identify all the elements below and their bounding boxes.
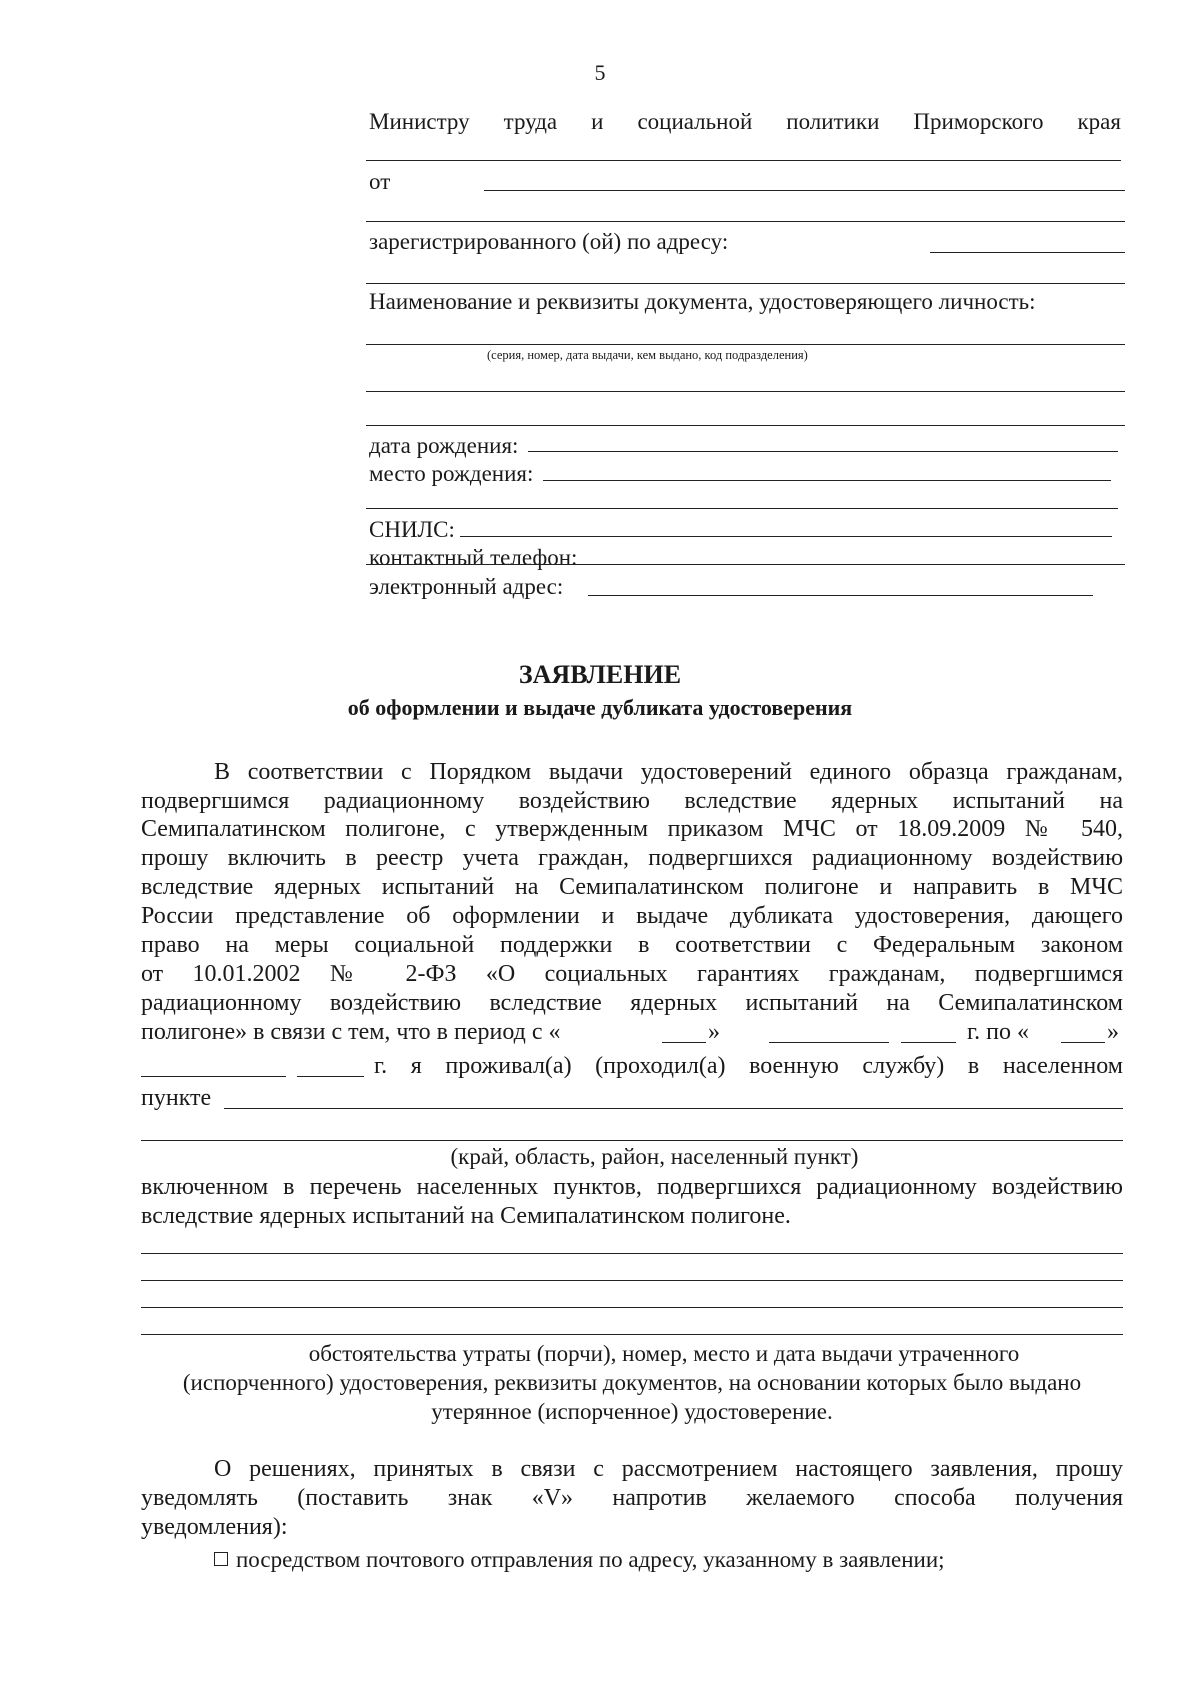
email-field[interactable] (588, 595, 1093, 596)
option-postal[interactable] (214, 1546, 945, 1574)
end-year-field[interactable] (297, 1076, 364, 1077)
from-field[interactable] (484, 190, 1125, 191)
notify-line: уведомления): (141, 1514, 288, 1540)
body-line: вследствие ядерных испытаний на Семипалатинском полигоне и направить в МЧС (141, 874, 1123, 900)
id-doc-hint: (серия, номер, дата выдачи, кем выдано, код подразделения) (487, 348, 808, 362)
quote-close: » (708, 1019, 720, 1045)
blank-line[interactable] (366, 391, 1125, 392)
option-postal-label: посредством почтового отправления по адресу, указанному в заявлении; (236, 1547, 945, 1572)
loss-hint: утерянное (испорченное) удостоверение. (431, 1399, 833, 1424)
end-day-field[interactable] (1061, 1042, 1105, 1043)
end-month-field[interactable] (141, 1076, 286, 1077)
body-line: прошу включить в реестр учета граждан, подвергшихся радиационному воздействию (141, 845, 1123, 871)
addressee-word: края (1077, 109, 1121, 134)
body-line: от 10.01.2002 № 2-ФЗ «О социальных гарантиях гражданам, подвергшимся (141, 961, 1123, 987)
locality-field-2[interactable] (141, 1140, 1123, 1141)
body-line: В соответствии с Порядком выдачи удостоверений единого образца гражданам, (214, 759, 1123, 785)
birth-place-label: место рождения: (369, 461, 534, 486)
quote-close: » (1107, 1019, 1119, 1045)
addressee-word: и (591, 109, 604, 134)
loss-field[interactable] (141, 1253, 1123, 1254)
locality-label: пункте (141, 1085, 212, 1111)
period-text: полигоне» в связи с тем, что в период с « (141, 1019, 561, 1045)
body-line: право на меры социальной поддержки в соответствии с Федеральным законом (141, 932, 1123, 958)
addressee-word: политики (786, 109, 880, 134)
birth-date-field[interactable] (528, 451, 1118, 452)
email-label: электронный адрес: (369, 574, 564, 599)
start-year-field[interactable] (901, 1042, 956, 1043)
blank-line[interactable] (366, 221, 1125, 222)
body-line: подвергшимся радиационному воздействию вследствие ядерных испытаний на (141, 788, 1123, 814)
addressee-word: Приморского (913, 109, 1044, 134)
start-month-field[interactable] (769, 1042, 889, 1043)
id-doc-label: Наименование и реквизиты документа, удостоверяющего личность: (369, 289, 1036, 314)
locality-hint: (край, область, район, населенный пункт) (450, 1144, 859, 1169)
snils-field[interactable] (460, 536, 1112, 537)
page-number: 5 (594, 60, 606, 85)
body-line: вследствие ядерных испытаний на Семипалатинском полигоне. (141, 1203, 791, 1229)
id-doc-field[interactable] (366, 344, 1125, 345)
snils-label: СНИЛС: (369, 517, 455, 542)
body-line: России представление об оформлении и выдаче дубликата удостоверения, дающего (141, 903, 1123, 929)
birth-date-label: дата рождения: (369, 433, 519, 458)
blank-line[interactable] (366, 283, 1125, 284)
start-day-field[interactable] (662, 1042, 706, 1043)
phone-label: контактный телефон: (369, 545, 578, 570)
address-field[interactable] (930, 252, 1125, 253)
addressee-line (369, 108, 1121, 136)
body-line: Семипалатинском полигоне, с утвержденным приказом МЧС от 18.09.2009 № 540, (141, 816, 1123, 842)
notify-line: О решениях, принятых в связи с рассмотрением настоящего заявления, прошу (214, 1456, 1123, 1482)
body-line: радиационному воздействию вследствие ядерных испытаний на Семипалатинском (141, 990, 1123, 1016)
document-subtitle: об оформлении и выдаче дубликата удостоверения (347, 695, 853, 720)
loss-hint: (испорченного) удостоверения, реквизиты документов, на основании которых было выдано (182, 1370, 1082, 1395)
loss-field[interactable] (141, 1280, 1123, 1281)
addressee-word: труда (503, 109, 558, 134)
lived-text: г. я проживал(а) (проходил(а) военную службу) в населенном (374, 1053, 1123, 1079)
addressee-word: социальной (637, 109, 753, 134)
locality-field[interactable] (224, 1108, 1123, 1109)
blank-line[interactable] (366, 425, 1125, 426)
loss-field[interactable] (141, 1334, 1123, 1335)
blank-line[interactable] (366, 160, 1121, 161)
phone-field[interactable] (366, 564, 1125, 565)
birth-place-field[interactable] (543, 480, 1111, 481)
loss-hint: обстоятельства утраты (порчи), номер, место и дата выдачи утраченного (308, 1341, 1020, 1366)
addressee-word: Министру (369, 109, 470, 134)
blank-line[interactable] (366, 508, 1118, 509)
checkbox-postal[interactable] (214, 1552, 228, 1566)
from-label: от (369, 169, 391, 194)
loss-field[interactable] (141, 1307, 1123, 1308)
year-to-text: г. по « (967, 1019, 1029, 1045)
body-line: включенном в перечень населенных пунктов, подвергшихся радиационному воздействию (141, 1174, 1123, 1200)
notify-line: уведомлять (поставить знак «V» напротив желаемого способа получения (141, 1485, 1123, 1511)
document-title: ЗАЯВЛЕНИЕ (518, 660, 682, 689)
registered-label: зарегистрированного (ой) по адресу: (369, 229, 729, 254)
